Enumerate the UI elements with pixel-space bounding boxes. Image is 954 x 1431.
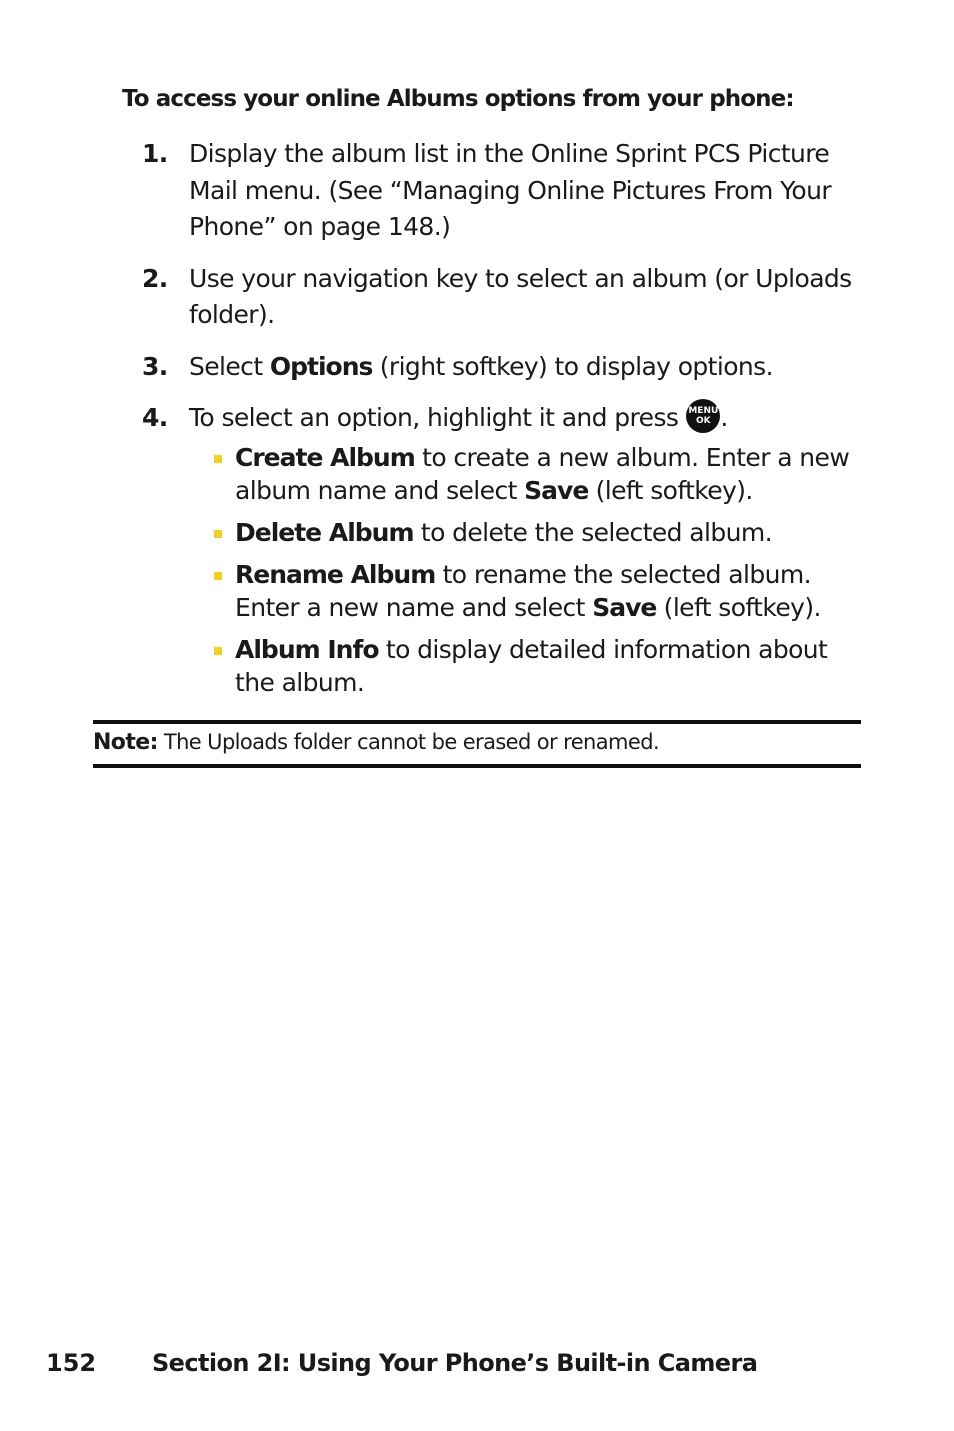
step-number: 4. (142, 403, 168, 432)
page-number: 152 (46, 1349, 97, 1377)
option-desc-end: (left softkey). (588, 475, 753, 505)
option-term: Create Album (235, 442, 415, 472)
step-text: Display the album list in the Online Sprint PCS Picture Mail menu. (See “Managing Online Pictures From Your Phone” on page 148.) (189, 139, 832, 241)
bullet-square-icon (214, 455, 222, 463)
step-number: 3. (142, 351, 168, 381)
menu-ok-line1: MENU (688, 406, 719, 416)
menu-ok-key-icon (686, 399, 720, 433)
option-desc: to display detailed information about the album. (235, 634, 828, 697)
step-number: 2. (142, 263, 168, 293)
step-text: To select an option, highlight it and press (189, 403, 679, 432)
option-desc: to create a new album. Enter a new album name and select (235, 442, 850, 505)
option-rename-album (189, 558, 867, 624)
bullet-square-icon (214, 572, 222, 580)
bullet-square-icon (214, 647, 222, 655)
options-term: Options (269, 351, 373, 381)
step-3 (142, 349, 867, 386)
option-list (189, 441, 867, 699)
step-2 (142, 261, 867, 334)
option-term: Rename Album (235, 559, 436, 589)
menu-ok-line2: OK (696, 416, 711, 426)
step-text: Use your navigation key to select an album (or Uploads folder). (189, 263, 852, 329)
option-desc-end: (left softkey). (656, 592, 821, 622)
option-term: Delete Album (235, 517, 414, 547)
bullet-square-icon (214, 530, 222, 538)
step-text-after: (right softkey) to display options. (372, 351, 773, 381)
option-term: Album Info (235, 634, 379, 664)
option-create-album (189, 441, 867, 507)
note-box (93, 720, 861, 768)
step-number: 1. (142, 139, 168, 168)
procedure-heading: To access your online Albums options from your phone: (122, 86, 794, 112)
save-term: Save (592, 592, 657, 622)
option-album-info (189, 633, 867, 699)
step-1 (142, 136, 867, 246)
section-title: Section 2I: Using Your Phone’s Built-in Camera (152, 1349, 758, 1377)
option-desc: to rename the selected album. Enter a new name and select (235, 559, 811, 622)
step-text-before: Select (189, 351, 270, 381)
note-body: The Uploads folder cannot be erased or renamed. (157, 730, 660, 754)
option-delete-album (189, 516, 867, 549)
step-4 (142, 400, 867, 699)
note-text (93, 730, 659, 755)
save-term: Save (524, 475, 589, 505)
option-desc: to delete the selected album. (413, 517, 772, 547)
steps-list (142, 136, 867, 714)
step-text-after: . (720, 403, 728, 432)
note-label: Note: (93, 730, 158, 755)
